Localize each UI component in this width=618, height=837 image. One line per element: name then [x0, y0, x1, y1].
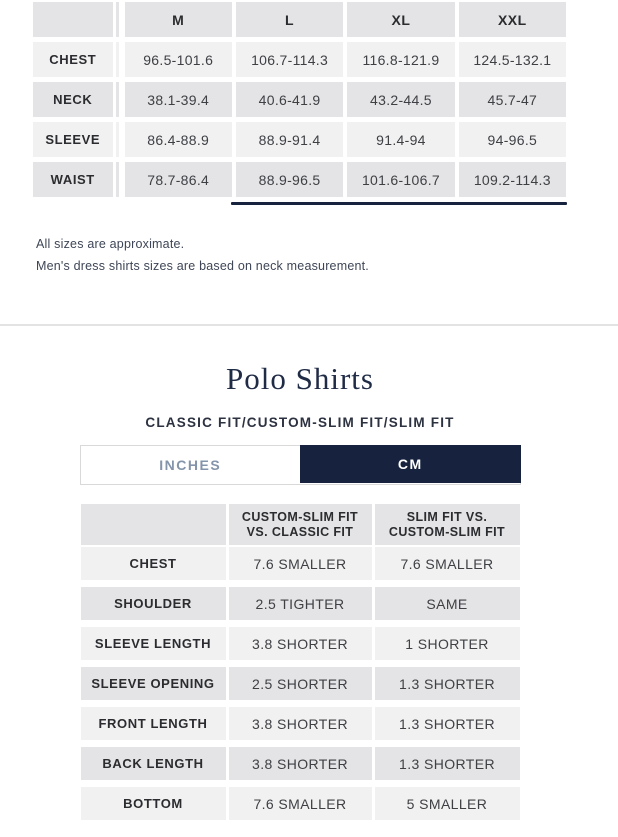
fit-table-cell: SAME: [375, 587, 520, 620]
size-chart-row-label: CHEST: [33, 42, 113, 77]
fit-table-row-front-length: [81, 707, 520, 740]
hidden-column-sliver: [116, 2, 119, 37]
size-chart-row-label: WAIST: [33, 162, 113, 197]
fit-table-cell: 7.6 SMALLER: [229, 547, 372, 580]
column-header-line: CUSTOM-SLIM FIT: [241, 509, 359, 524]
fit-table-row-label: BOTTOM: [81, 787, 226, 820]
size-chart-cell: 88.9-96.5: [236, 162, 343, 197]
cm-tab-selected[interactable]: CM: [300, 445, 521, 483]
size-chart-cell: 91.4-94: [347, 122, 454, 157]
column-header-line: SLIM FIT VS.: [406, 509, 488, 524]
hidden-column-sliver: [116, 42, 119, 77]
fit-table-cell: 3.8 SHORTER: [229, 627, 372, 660]
fit-table-cell: 3.8 SHORTER: [229, 707, 372, 740]
fit-table-cell: 3.8 SHORTER: [229, 747, 372, 780]
fit-table-row-back-length: [81, 747, 520, 780]
fit-table-column-header: [229, 504, 372, 545]
fit-table-cell: 7.6 SMALLER: [229, 787, 372, 820]
fit-table-row-label: FRONT LENGTH: [81, 707, 226, 740]
fit-table-row-label: SHOULDER: [81, 587, 226, 620]
size-chart-row-chest: [33, 42, 566, 77]
fit-table-cell: 7.6 SMALLER: [375, 547, 520, 580]
fit-table-cell: 2.5 SHORTER: [229, 667, 372, 700]
size-chart-row-label: SLEEVE: [33, 122, 113, 157]
column-header-line: VS. CLASSIC FIT: [246, 524, 354, 539]
size-chart-cell: 38.1-39.4: [125, 82, 232, 117]
size-chart-column-header: XL: [347, 2, 454, 37]
size-chart-cell: 94-96.5: [459, 122, 566, 157]
size-chart-row-label: NECK: [33, 82, 113, 117]
size-chart-header-row: [33, 2, 566, 37]
size-chart-horizontal-scrollbar[interactable]: [231, 202, 567, 205]
size-chart-notes: [36, 238, 618, 273]
unit-toggle: [80, 445, 521, 485]
fit-table-cell: 1.3 SHORTER: [375, 707, 520, 740]
size-chart-corner-cell: [33, 2, 113, 37]
hidden-column-sliver: [116, 82, 119, 117]
note-approximate: All sizes are approximate.: [36, 237, 185, 251]
size-chart-column-header: M: [125, 2, 232, 37]
hidden-column-sliver: [116, 122, 119, 157]
size-chart-row-sleeve: [33, 122, 566, 157]
size-chart-column-header: L: [236, 2, 343, 37]
fit-table-cell: 1 SHORTER: [375, 627, 520, 660]
size-chart-cell: 109.2-114.3: [459, 162, 566, 197]
mens-size-chart-scroll-area[interactable]: [33, 2, 566, 205]
note-neck-measurement: Men's dress shirts sizes are based on neck measurement.: [36, 259, 369, 273]
fit-table-row-label: SLEEVE LENGTH: [81, 627, 226, 660]
size-chart-column-header: XXL: [459, 2, 566, 37]
size-chart-cell: 78.7-86.4: [125, 162, 232, 197]
fit-table-cell: 5 SMALLER: [375, 787, 520, 820]
size-chart-cell: 43.2-44.5: [347, 82, 454, 117]
size-chart-cell: 86.4-88.9: [125, 122, 232, 157]
fit-table-row-sleeve-opening: [81, 667, 520, 700]
size-chart-row-neck: [33, 82, 566, 117]
polo-shirts-section: [0, 362, 600, 820]
size-chart-cell: 40.6-41.9: [236, 82, 343, 117]
fit-table-cell: 1.3 SHORTER: [375, 747, 520, 780]
hidden-column-sliver: [116, 162, 119, 197]
fit-table-corner-cell: [81, 504, 226, 545]
fit-table-row-bottom: [81, 787, 520, 820]
column-header-line: CUSTOM-SLIM FIT: [388, 524, 506, 539]
fit-table-row-shoulder: [81, 587, 520, 620]
fit-table-row-label: SLEEVE OPENING: [81, 667, 226, 700]
inches-tab[interactable]: INCHES: [81, 446, 301, 484]
section-divider: [0, 324, 618, 326]
fit-comparison-table: [81, 504, 520, 820]
fit-table-cell: 2.5 TIGHTER: [229, 587, 372, 620]
size-chart-cell: 116.8-121.9: [347, 42, 454, 77]
size-chart-cell: 101.6-106.7: [347, 162, 454, 197]
fit-table-column-header: [375, 504, 520, 545]
size-chart-cell: 88.9-91.4: [236, 122, 343, 157]
size-chart-cell: 45.7-47: [459, 82, 566, 117]
fit-table-header-row: [81, 504, 520, 545]
section-subtitle: CLASSIC FIT/CUSTOM-SLIM FIT/SLIM FIT: [145, 415, 455, 430]
section-title: Polo Shirts: [226, 361, 374, 396]
fit-table-row-sleeve-length: [81, 627, 520, 660]
fit-table-row-label: CHEST: [81, 547, 226, 580]
fit-table-row-chest: [81, 547, 520, 580]
fit-table-cell: 1.3 SHORTER: [375, 667, 520, 700]
size-chart-cell: 106.7-114.3: [236, 42, 343, 77]
size-chart-cell: 124.5-132.1: [459, 42, 566, 77]
size-chart-row-waist: [33, 162, 566, 197]
fit-table-row-label: BACK LENGTH: [81, 747, 226, 780]
size-chart-cell: 96.5-101.6: [125, 42, 232, 77]
